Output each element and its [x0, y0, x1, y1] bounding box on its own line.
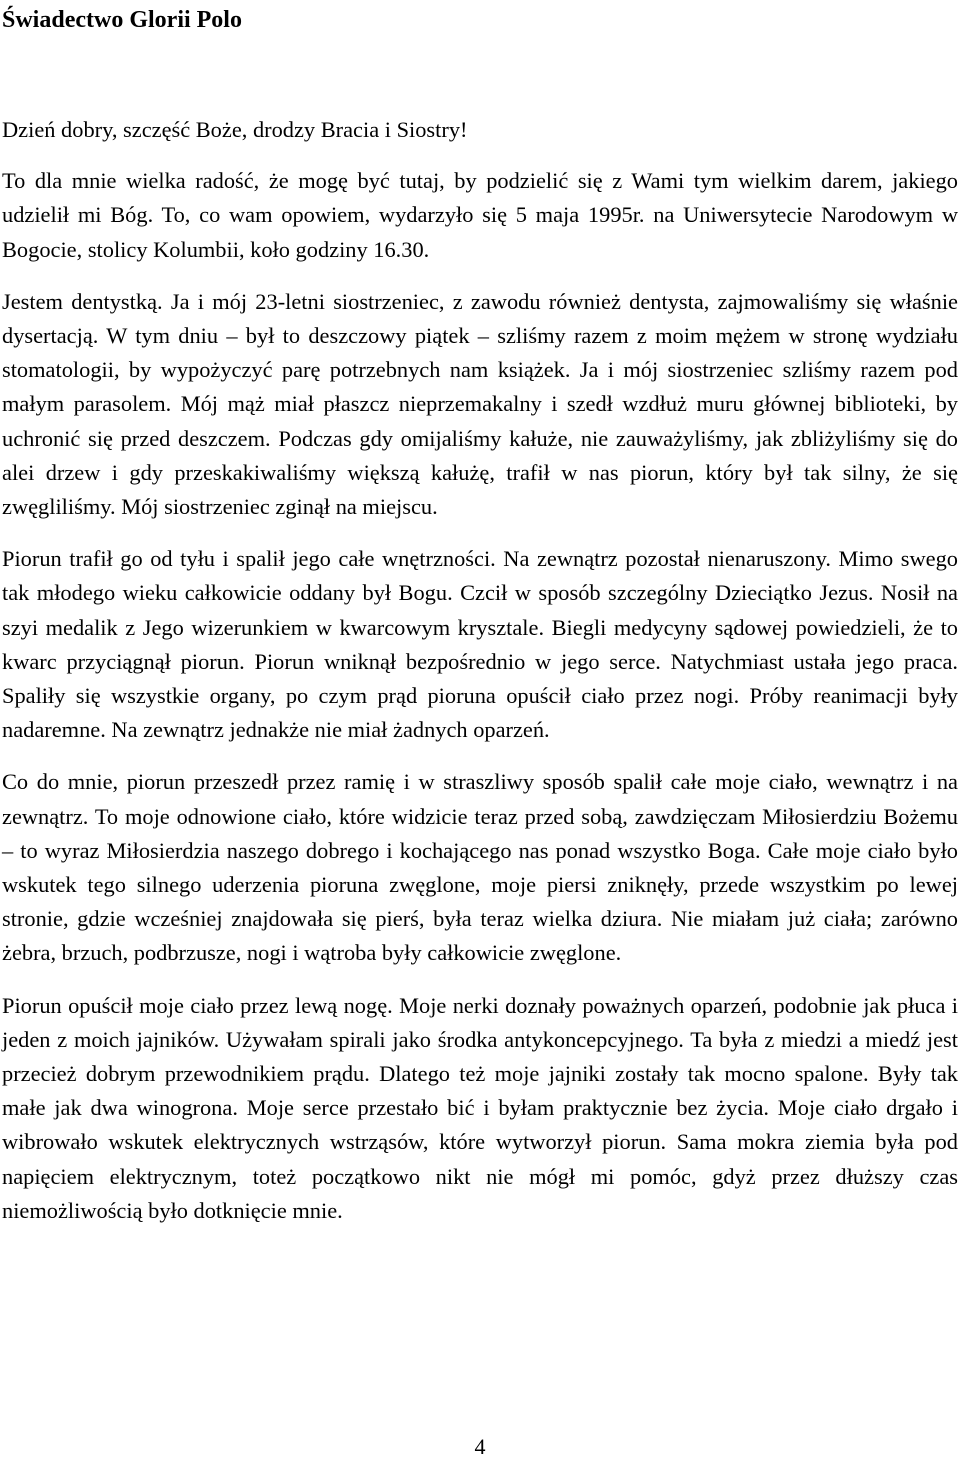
page-number: 4	[474, 1434, 486, 1459]
document-body	[2, 113, 958, 1228]
paragraph-2: Jestem dentystką. Ja i mój 23-letni siostrzeniec, z zawodu również dentysta, zajmowaliśmy się właśnie dysertacją. W tym dniu – był to deszczowy piątek – szliśmy razem z moim mężem w stronę wydziału stomatologii, by wypożyczyć parę potrzebnych nam książek. Ja i mój siostrzeniec szliśmy razem pod małym parasolem. Mój mąż miał płaszcz nieprzemakalny i szedł wzdłuż muru głównej biblioteki, by uchronić się przed deszczem. Podczas gdy omijaliśmy kałuże, nie zauważyliśmy, jak zbliżyliśmy się do alei drzew i gdy przeskakiwaliśmy większą kałużę, trafił w nas piorun, który był tak silny, że się zwęgliliśmy. Mój siostrzeniec zginął na miejscu.	[2, 288, 958, 520]
paragraph-5: Piorun opuścił moje ciało przez lewą nogę. Moje nerki doznały poważnych oparzeń, podobnie jak płuca i jeden z moich jajników. Używałam spirali jako środka antykoncepcyjnego. Ta była z miedzi a miedź jest przecież dobrym przewodnikiem prądu. Dlatego też moje jajniki zostały tak mocno spalone. Były tak małe jak dwa winogrona. Moje serce przestało bić i byłam praktycznie bez życia. Moje ciało drgało i wibrowało wskutek elektrycznych wstrząsów, które wytworzył piorun. Sama mokra ziemia była pod napięciem elektrycznym, toteż początkowo nikt nie mógł mi pomóc, gdyż przez dłuższy czas niemożliwością było dotknięcie mnie.	[2, 992, 958, 1223]
document-title: Świadectwo Glorii Polo	[2, 7, 242, 33]
paragraph-4: Co do mnie, piorun przeszedł przez ramię i w straszliwy sposób spalił całe moje ciało, wewnątrz i na zewnątrz. To moje odnowione ciało, które widzicie teraz przed sobą, zawdzięczam Miłosierdziu Bożemu – to wyraz Miłosierdzia naszego dobrego i kochającego nas ponad wszystko Boga. Całe moje ciało było wskutek tego silnego uderzenia pioruna zwęglone, moje piersi zniknęły, przede wszystkim po lewej stronie, gdzie wcześniej znajdowała się pierś, była teraz wielka dziura. Nie miałam już ciała; zarówno żebra, brzuch, podbrzusze, nogi i wątroba były całkowicie zwęglone.	[2, 769, 958, 966]
paragraph-1: To dla mnie wielka radość, że mogę być tutaj, by podzielić się z Wami tym wielkim darem, jakiego udzielił mi Bóg. To, co wam opowiem, wydarzyło się 5 maja 1995r. na Uniwersytecie Narodowym w Bogocie, stolicy Kolumbii, koło godziny 16.30.	[2, 168, 958, 262]
paragraph-3: Piorun trafił go od tyłu i spalił jego całe wnętrzności. Na zewnątrz pozostał nienaruszony. Mimo swego tak młodego wieku całkowicie oddany był Bogu. Czcił w sposób szczególny Dzieciątko Jezus. Nosił na szyi medalik z Jego wizerunkiem w kwarcowym krysztale. Biegli medycyny sądowej powiedzieli, że to kwarc przyciągnął piorun. Piorun wniknął bezpośrednio w jego serce. Natychmiast ustała jego praca. Spaliły się wszystkie organy, po czym prąd pioruna opuścił ciało przez nogi. Próby reanimacji były nadaremne. Na zewnątrz jednakże nie miał żadnych oparzeń.	[2, 546, 958, 743]
greeting-line: Dzień dobry, szczęść Boże, drodzy Bracia i Siostry!	[2, 117, 468, 142]
